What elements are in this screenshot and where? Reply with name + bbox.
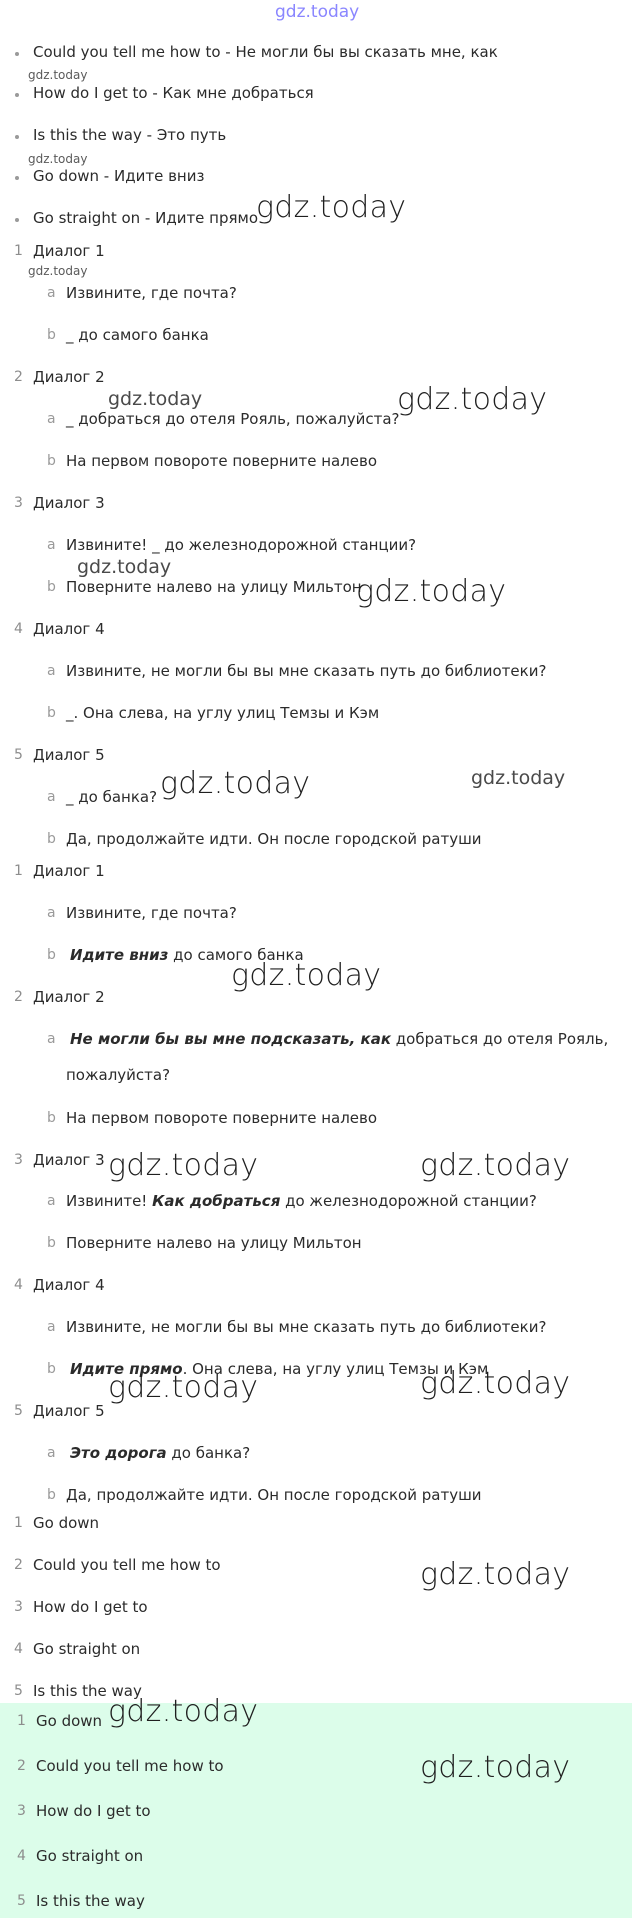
answer-phrase: Идите прямо	[70, 1360, 183, 1378]
dialog-line: Поверните налево на улицу Мильтон	[66, 1234, 362, 1252]
list-item: Is this the way	[33, 1682, 142, 1700]
list-number: 5	[17, 1893, 26, 1909]
dialog-number: 1	[14, 863, 23, 879]
bullet-icon	[15, 93, 19, 97]
dialog-number: 4	[14, 1277, 23, 1293]
line-letter: a	[47, 285, 56, 301]
dialog-line: _ добраться до отеля Рояль, пожалуйста?	[66, 410, 400, 428]
watermark: gdz.today	[108, 1694, 259, 1729]
dialog-line: Извините, где почта?	[66, 284, 237, 302]
dialog-number: 5	[14, 747, 23, 763]
watermark: gdz.today	[108, 1148, 259, 1183]
watermark: gdz.today	[28, 68, 88, 82]
dialog-line: Да, продолжайте идти. Он после городской ратуши	[66, 830, 482, 848]
answer-phrase: Не могли бы вы мне подсказать, как	[70, 1030, 392, 1048]
site-logo[interactable]: gdz.today	[275, 2, 360, 22]
phrase-item: Go down - Идите вниз	[33, 167, 205, 185]
line-letter: b	[47, 579, 56, 595]
watermark: gdz.today	[108, 1370, 259, 1405]
line-letter: b	[47, 705, 56, 721]
dialog-line: _ до банка?	[66, 788, 158, 806]
dialog-number: 1	[14, 243, 23, 259]
dialog-line: Идите прямо. Она слева, на углу улиц Темзы и Кэм	[70, 1360, 489, 1378]
line-letter: a	[47, 411, 56, 427]
dialog-title: Диалог 1	[33, 862, 105, 880]
dialog-title: Диалог 4	[33, 620, 105, 638]
line-letter: a	[47, 1445, 56, 1461]
list-number: 1	[17, 1713, 26, 1729]
bullet-icon	[15, 135, 19, 139]
list-item: Is this the way	[36, 1892, 145, 1910]
answer-phrase: Как добраться	[152, 1192, 281, 1210]
line-letter: a	[47, 1031, 56, 1047]
list-item: Could you tell me how to	[33, 1556, 221, 1574]
dialog-title: Диалог 5	[33, 1402, 105, 1420]
dialog-line: Извините, не могли бы вы мне сказать путь до библиотеки?	[66, 1318, 547, 1336]
line-letter: b	[47, 1361, 56, 1377]
watermark: gdz.today	[420, 1750, 571, 1785]
line-letter: b	[47, 947, 56, 963]
watermark: gdz.today	[28, 264, 88, 278]
answer-phrase: Это дорога	[70, 1444, 167, 1462]
dialog-line: Не могли бы вы мне подсказать, как добраться до отеля Рояль,	[70, 1030, 609, 1048]
dialog-title: Диалог 3	[33, 1151, 105, 1169]
dialog-number: 3	[14, 495, 23, 511]
dialog-title: Диалог 2	[33, 988, 105, 1006]
list-item: Go straight on	[36, 1847, 144, 1865]
list-number: 2	[17, 1758, 26, 1774]
dialog-line: _. Она слева, на углу улиц Темзы и Кэм	[66, 704, 380, 722]
list-number: 3	[14, 1599, 23, 1615]
line-letter: b	[47, 1235, 56, 1251]
watermark: gdz.today	[356, 574, 507, 609]
dialog-line: Извините! Как добраться до железнодорожной станции?	[66, 1192, 537, 1210]
list-item: Go down	[33, 1514, 100, 1532]
line-letter: b	[47, 1487, 56, 1503]
watermark: gdz.today	[471, 767, 566, 789]
dialog-line: Да, продолжайте идти. Он после городской ратуши	[66, 1486, 482, 1504]
dialog-line: На первом повороте поверните налево	[66, 452, 378, 470]
list-item: Go down	[36, 1712, 103, 1730]
dialog-title: Диалог 3	[33, 494, 105, 512]
phrase-item: How do I get to - Как мне добраться	[33, 84, 314, 102]
watermark: gdz.today	[420, 1366, 571, 1401]
dialog-line: Поверните налево на улицу Мильтон	[66, 578, 362, 596]
line-letter: a	[47, 537, 56, 553]
dialog-line: _ до самого банка	[66, 326, 209, 344]
dialog-line: Извините! _ до железнодорожной станции?	[66, 536, 417, 554]
list-number: 4	[17, 1848, 26, 1864]
bullet-icon	[15, 52, 19, 56]
dialog-title: Диалог 5	[33, 746, 105, 764]
line-letter: b	[47, 1110, 56, 1126]
dialog-line-continued: пожалуйста?	[66, 1066, 171, 1084]
watermark: gdz.today	[397, 382, 548, 417]
dialog-line: На первом повороте поверните налево	[66, 1109, 378, 1127]
dialog-number: 3	[14, 1152, 23, 1168]
line-letter: a	[47, 663, 56, 679]
dialog-line: Это дорога до банка?	[70, 1444, 251, 1462]
dialog-number: 2	[14, 989, 23, 1005]
watermark: gdz.today	[256, 190, 407, 225]
list-number: 2	[14, 1557, 23, 1573]
watermark: gdz.today	[28, 152, 88, 166]
dialog-title: Диалог 2	[33, 368, 105, 386]
dialog-number: 2	[14, 369, 23, 385]
dialog-line: Извините, где почта?	[66, 904, 237, 922]
watermark: gdz.today	[420, 1557, 571, 1592]
dialog-line: Идите вниз до самого банка	[70, 946, 304, 964]
watermark: gdz.today	[420, 1148, 571, 1183]
watermark: gdz.today	[77, 556, 172, 578]
watermark: gdz.today	[160, 766, 311, 801]
dialog-title: Диалог 1	[33, 242, 105, 260]
phrase-item: Go straight on - Идите прямо	[33, 209, 259, 227]
bullet-icon	[15, 218, 19, 222]
list-number: 1	[14, 1515, 23, 1531]
line-letter: a	[47, 905, 56, 921]
dialog-number: 5	[14, 1403, 23, 1419]
bullet-icon	[15, 176, 19, 180]
list-number: 5	[14, 1683, 23, 1699]
list-item: Go straight on	[33, 1640, 141, 1658]
list-item: Could you tell me how to	[36, 1757, 224, 1775]
line-letter: b	[47, 453, 56, 469]
line-letter: a	[47, 789, 56, 805]
watermark: gdz.today	[231, 958, 382, 993]
phrase-item: Could you tell me how to - Не могли бы вы сказать мне, как	[33, 43, 498, 61]
dialog-number: 4	[14, 621, 23, 637]
list-number: 3	[17, 1803, 26, 1819]
list-number: 4	[14, 1641, 23, 1657]
dialog-line: Извините, не могли бы вы мне сказать путь до библиотеки?	[66, 662, 547, 680]
list-item: How do I get to	[36, 1802, 151, 1820]
line-letter: a	[47, 1193, 56, 1209]
list-item: How do I get to	[33, 1598, 148, 1616]
watermark: gdz.today	[108, 388, 203, 410]
answer-phrase: Идите вниз	[70, 946, 169, 964]
line-letter: a	[47, 1319, 56, 1335]
phrase-item: Is this the way - Это путь	[33, 126, 227, 144]
dialog-title: Диалог 4	[33, 1276, 105, 1294]
line-letter: b	[47, 831, 56, 847]
line-letter: b	[47, 327, 56, 343]
